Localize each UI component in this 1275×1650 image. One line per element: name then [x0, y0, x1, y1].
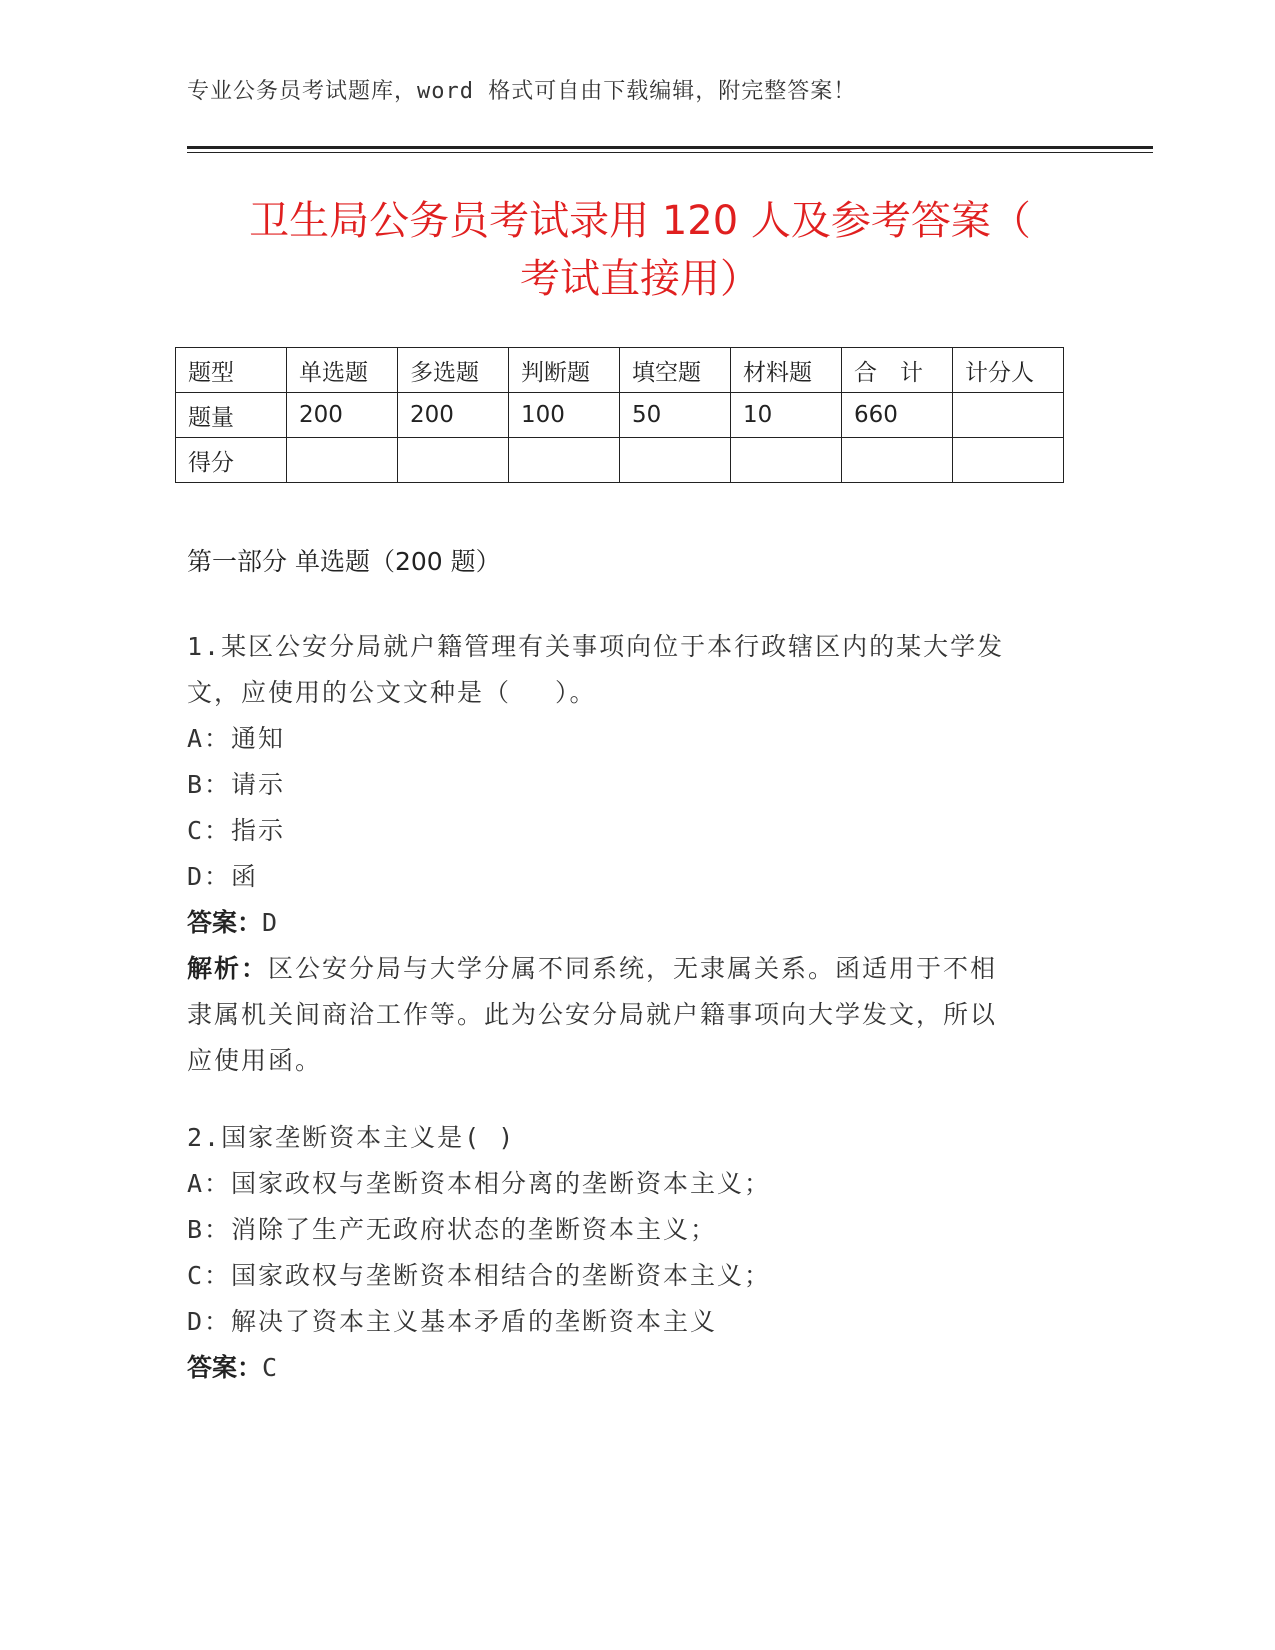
table-cell: 50 — [620, 393, 731, 438]
analysis-text-line: 隶属机关间商洽工作等。此为公安分局就户籍事项向大学发文，所以 — [187, 1000, 998, 1029]
table-cell — [953, 393, 1064, 438]
header-rule-thick — [187, 146, 1153, 149]
option-c: C：国家政权与垄断资本相结合的垄断资本主义； — [187, 1261, 772, 1290]
analysis-text: 区公安分局与大学分属不同系统，无隶属关系。函适用于不相 — [268, 954, 998, 983]
table-cell: 题型 — [176, 348, 287, 393]
analysis-label: 解析： — [187, 954, 269, 983]
table-cell — [731, 438, 842, 483]
answer-value: D — [262, 908, 278, 937]
question-stem-line: 文，应使用的公文文种是（ ）。 — [187, 678, 597, 707]
section-title: 第一部分 单选题（200 题） — [187, 547, 501, 576]
option-c: C：指示 — [187, 816, 286, 845]
table-cell: 填空题 — [620, 348, 731, 393]
question-1 — [187, 624, 1067, 1084]
score-table-count-row — [176, 393, 1064, 438]
table-cell: 得分 — [176, 438, 287, 483]
table-cell: 10 — [731, 393, 842, 438]
table-cell: 计分人 — [953, 348, 1064, 393]
table-cell: 材料题 — [731, 348, 842, 393]
option-a: A：通知 — [187, 724, 286, 753]
option-a: A：国家政权与垄断资本相分离的垄断资本主义； — [187, 1169, 772, 1198]
option-d: D：函 — [187, 862, 259, 891]
answer-label: 答案： — [187, 1353, 263, 1382]
table-cell: 200 — [287, 393, 398, 438]
analysis-text-line: 应使用函。 — [187, 1046, 323, 1075]
table-cell: 题量 — [176, 393, 287, 438]
header-rule-thin — [187, 152, 1153, 153]
table-cell — [620, 438, 731, 483]
table-cell: 判断题 — [509, 348, 620, 393]
answer-value: C — [262, 1353, 278, 1382]
table-cell: 100 — [509, 393, 620, 438]
table-cell: 合 计 — [842, 348, 953, 393]
option-b: B：请示 — [187, 770, 286, 799]
table-cell: 单选题 — [287, 348, 398, 393]
answer — [187, 900, 1067, 946]
table-cell — [953, 438, 1064, 483]
option-d: D：解决了资本主义基本矛盾的垄断资本主义 — [187, 1307, 718, 1336]
option-b: B：消除了生产无政府状态的垄断资本主义； — [187, 1215, 718, 1244]
table-cell — [287, 438, 398, 483]
title-line-1: 卫生局公务员考试录用 120 人及参考答案（ — [249, 198, 1031, 244]
table-cell — [398, 438, 509, 483]
question-2 — [187, 1115, 1067, 1391]
table-cell: 660 — [842, 393, 953, 438]
document-title — [140, 192, 1140, 308]
answer-label: 答案： — [187, 908, 263, 937]
analysis — [187, 946, 1067, 992]
table-cell: 多选题 — [398, 348, 509, 393]
answer — [187, 1345, 1067, 1391]
score-table-header-row — [176, 348, 1064, 393]
table-cell: 200 — [398, 393, 509, 438]
question-stem-line: 1.某区公安分局就户籍管理有关事项向位于本行政辖区内的某大学发 — [187, 632, 1005, 661]
score-table-score-row — [176, 438, 1064, 483]
score-table — [175, 347, 1064, 483]
table-cell — [842, 438, 953, 483]
title-line-2: 考试直接用） — [520, 256, 760, 302]
table-cell — [509, 438, 620, 483]
header-note: 专业公务员考试题库，word 格式可自由下载编辑，附完整答案！ — [187, 79, 857, 104]
question-stem-line: 2.国家垄断资本主义是( ) — [187, 1123, 516, 1152]
